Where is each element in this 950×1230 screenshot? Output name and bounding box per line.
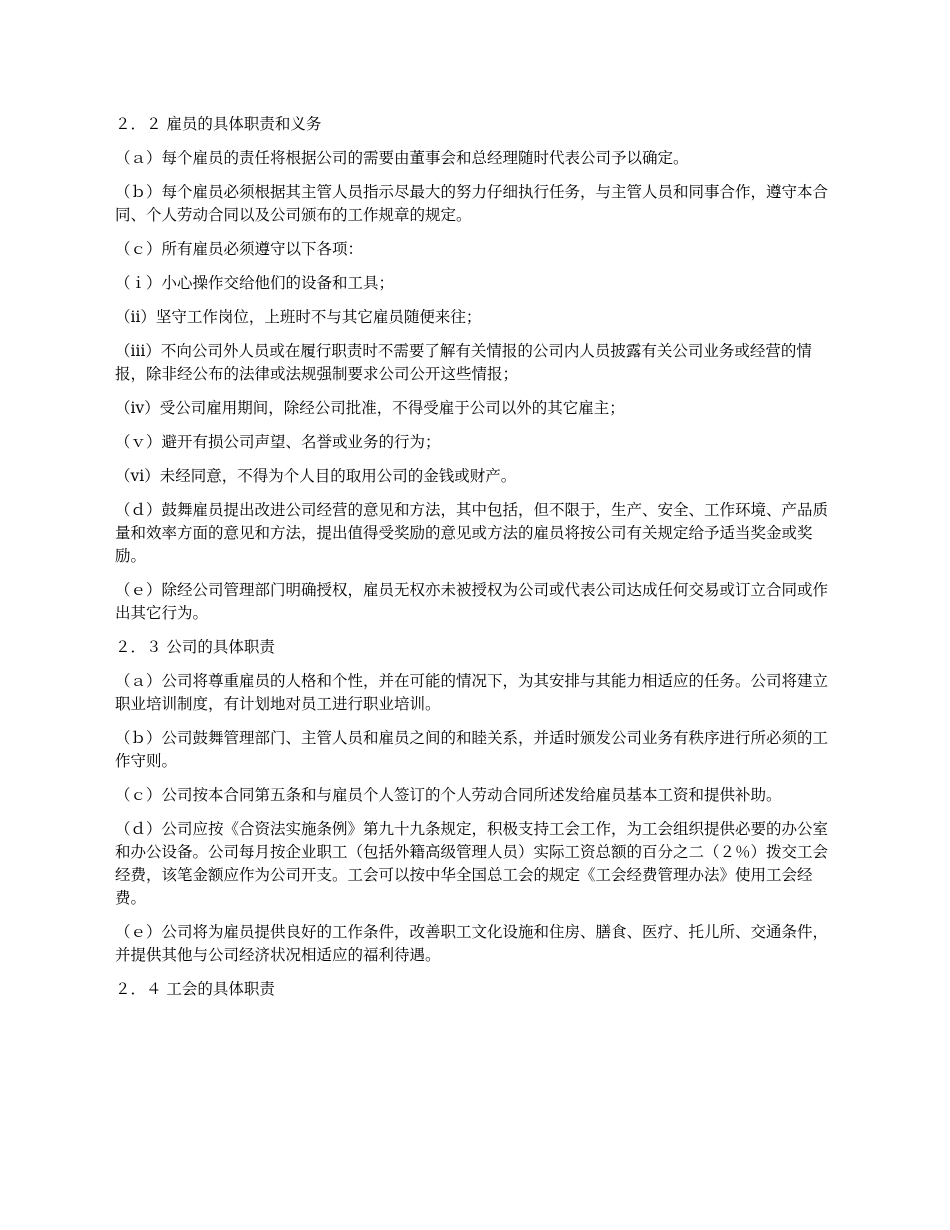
clause-2-2-a: （ａ）每个雇员的责任将根据公司的需要由董事会和总经理随时代表公司予以确定。 — [115, 149, 689, 167]
clause-2-2-b: （ｂ）每个雇员必须根据其主管人员指示尽最大的努力仔细执行任务，与主管人员和同事合作，遵守本合同、个人劳动合同以及公司颁布的工作规章的规定。 — [115, 183, 829, 224]
clause-2-2-c-i: （ｉ）小心操作交给他们的设备和工具； — [115, 274, 395, 292]
clause-2-3-a: （ａ）公司将尊重雇员的人格和个性，并在可能的情况下，为其安排与其能力相适应的任务。公司将建立职业培训制度，有计划地对员工进行职业培训。 — [115, 672, 829, 713]
clause-2-2-e: （ｅ）除经公司管理部门明确授权，雇员无权亦未被授权为公司或代表公司达成任何交易或订立合同或作出其它行为。 — [115, 581, 829, 622]
clause-2-2-c-iii: （ⅲ）不向公司外人员或在履行职责时不需要了解有关情报的公司内人员披露有关公司业务或经营的情报，除非经公布的法律或法规强制要求公司公开这些情报； — [115, 342, 812, 383]
clause-2-3-c: （ｃ）公司按本合同第五条和与雇员个人签订的个人劳动合同所述发给雇员基本工资和提供补助。 — [115, 786, 782, 804]
clause-2-2-c-ii: （ⅱ）坚守工作岗位，上班时不与其它雇员随便来往； — [115, 308, 482, 326]
section-heading-2-4: ２．４ 工会的具体职责 — [115, 980, 275, 998]
clause-2-2-c-v: （ｖ）避开有损公司声望、名誉或业务的行为； — [115, 433, 441, 451]
section-heading-2-3: ２．３ 公司的具体职责 — [115, 638, 275, 656]
clause-2-2-c: （ｃ）所有雇员必须遵守以下各项： — [115, 240, 364, 258]
clause-2-2-c-iv: （ⅳ）受公司雇用期间，除经公司批准，不得受雇于公司以外的其它雇主； — [115, 399, 625, 417]
section-heading-2-2: ２．２ 雇员的具体职责和义务 — [115, 115, 322, 133]
clause-2-2-d: （ｄ）鼓舞雇员提出改进公司经营的意见和方法，其中包括，但不限于，生产、安全、工作环境、产品质量和效率方面的意见和方法，提出值得受奖励的意见或方法的雇员将按公司有关规定给予适当奖金或奖励。 — [115, 501, 829, 565]
document-body — [115, 113, 840, 1012]
clause-2-3-b: （ｂ）公司鼓舞管理部门、主管人员和雇员之间的和睦关系，并适时颁发公司业务有秩序进行所必须的工作守则。 — [115, 729, 829, 770]
clause-2-2-c-vi: （ⅵ）未经同意，不得为个人目的取用公司的金钱或财产。 — [115, 467, 517, 485]
clause-2-3-d: （ｄ）公司应按《合资法实施条例》第九十九条规定，积极支持工会工作，为工会组织提供必要的办公室和办公设备。公司每月按企业职工（包括外籍高级管理人员）实际工资总额的百分之二（２％）拨交工会经费，该笔金额应作为公司开支。工会可以按中华全国总工会的规定《工会经费管理办法》使用工会经费。 — [115, 820, 829, 907]
clause-2-3-e: （ｅ）公司将为雇员提供良好的工作条件，改善职工文化设施和住房、膳食、医疗、托儿所、交通条件，并提供其他与公司经济状况相适应的福利待遇。 — [115, 923, 829, 964]
